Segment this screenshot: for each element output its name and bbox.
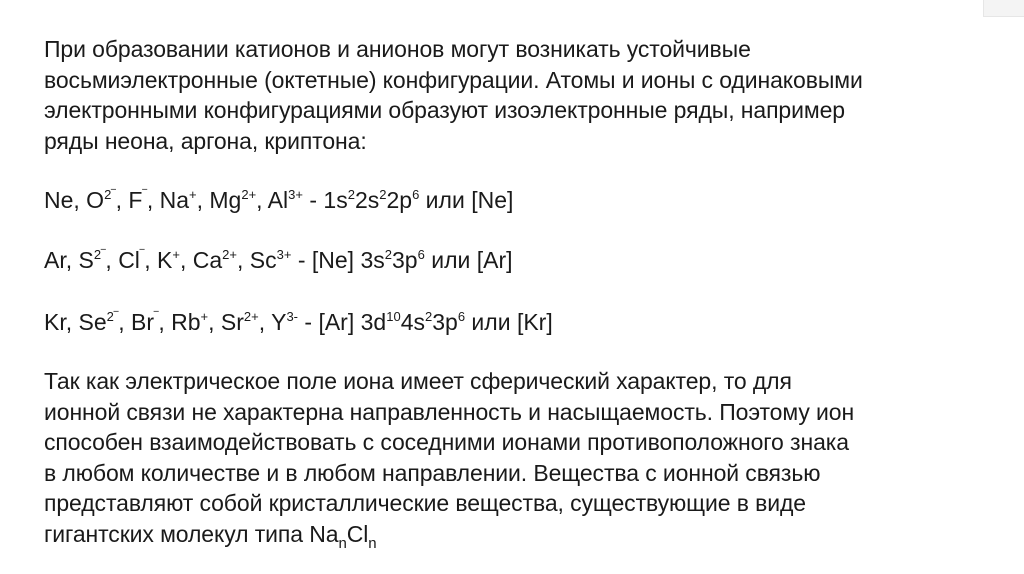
formula-text: или [Ar] <box>424 247 513 273</box>
formula-text: Kr, Se <box>44 309 107 335</box>
charge: ‾ <box>142 187 147 202</box>
formula-text: , Ca <box>179 247 223 273</box>
electron-count: 2 <box>347 187 355 202</box>
electron-count: 6 <box>412 187 420 202</box>
charge: 2‾ <box>106 309 119 324</box>
charge: 2‾ <box>104 187 116 202</box>
charge: 3- <box>286 309 299 324</box>
charge: + <box>200 309 209 324</box>
formula-text: 2s <box>354 187 380 213</box>
neon-series-formula <box>44 185 994 215</box>
charge: 2+ <box>222 247 237 262</box>
charge: + <box>172 247 180 262</box>
formula-text: 4s <box>400 309 425 335</box>
charge: 2+ <box>241 187 257 202</box>
formula-text: 2p <box>386 187 413 213</box>
paragraph-line: Так как электрическое поле иона имеет сферический характер, то для <box>44 368 792 394</box>
ionic-bond-paragraph <box>44 366 994 552</box>
formula-text: , Br <box>118 309 154 335</box>
formula-text: - [Ar] 3d <box>298 309 387 335</box>
charge: 3+ <box>288 187 303 202</box>
krypton-series-formula <box>44 307 994 337</box>
formula-text: - 1s <box>302 187 348 213</box>
charge: 3+ <box>276 247 292 262</box>
formula-text: Ar, S <box>44 247 94 273</box>
subscript-n: n <box>338 534 347 552</box>
paragraph-line: ионной связи не характерна направленность и насыщаемость. Поэтому ион <box>44 398 855 425</box>
charge: 2‾ <box>93 247 106 262</box>
formula-text: или [Kr] <box>465 309 553 335</box>
paragraph-line: в любом количестве и в любом направлении. Вещества с ионной связью <box>44 459 821 486</box>
intro-paragraph <box>44 34 994 156</box>
formula-text: , Sc <box>237 247 277 273</box>
formula-text: , F <box>115 187 143 213</box>
corner-mark <box>983 0 1024 17</box>
formula-text: , Mg <box>196 187 242 213</box>
formula-text: 3p <box>432 309 458 335</box>
formula-text: , Rb <box>158 309 201 335</box>
charge: ‾ <box>154 309 159 324</box>
paragraph-text: гигантских молекул типа Na <box>44 520 339 547</box>
formula-text: Ne, O <box>44 187 105 213</box>
formula-text: или [Ne] <box>419 187 514 213</box>
paragraph-line: способен взаимодействовать с соседними ионами противоположного знака <box>44 429 849 455</box>
electron-count: 2 <box>384 247 392 262</box>
charge: + <box>189 187 197 202</box>
electron-count: 10 <box>386 309 401 324</box>
paragraph-last-line <box>44 519 994 550</box>
electron-count: 6 <box>457 309 466 324</box>
charge: 2+ <box>243 309 259 324</box>
formula-text: - [Ne] 3s <box>291 247 385 273</box>
electron-count: 2 <box>424 309 433 324</box>
formula-text: , Sr <box>208 309 244 335</box>
subscript-n: n <box>368 534 377 552</box>
argon-series-formula <box>44 245 994 275</box>
paragraph-line: электронными конфигурациями образуют изоэлектронные ряды, например <box>44 97 845 123</box>
formula-text: , Al <box>256 187 289 213</box>
paragraph-line: ряды неона, аргона, криптона: <box>44 127 367 154</box>
charge: ‾ <box>139 247 145 262</box>
electron-count: 6 <box>417 247 425 262</box>
electron-count: 2 <box>379 187 387 202</box>
formula-text: , Na <box>146 187 190 213</box>
paragraph-line: При образовании катионов и анионов могут возникать устойчивые <box>44 36 751 62</box>
formula-text: , Cl <box>105 247 140 273</box>
formula-text: , K <box>144 247 173 273</box>
chlorine-symbol: Cl <box>346 520 369 547</box>
formula-text: , Y <box>258 309 287 335</box>
paragraph-line: восьмиэлектронные (октетные) конфигурации. Атомы и ионы с одинаковыми <box>44 66 863 93</box>
paragraph-line: представляют собой кристаллические вещества, существующие в виде <box>44 490 807 516</box>
formula-text: 3p <box>392 247 418 273</box>
